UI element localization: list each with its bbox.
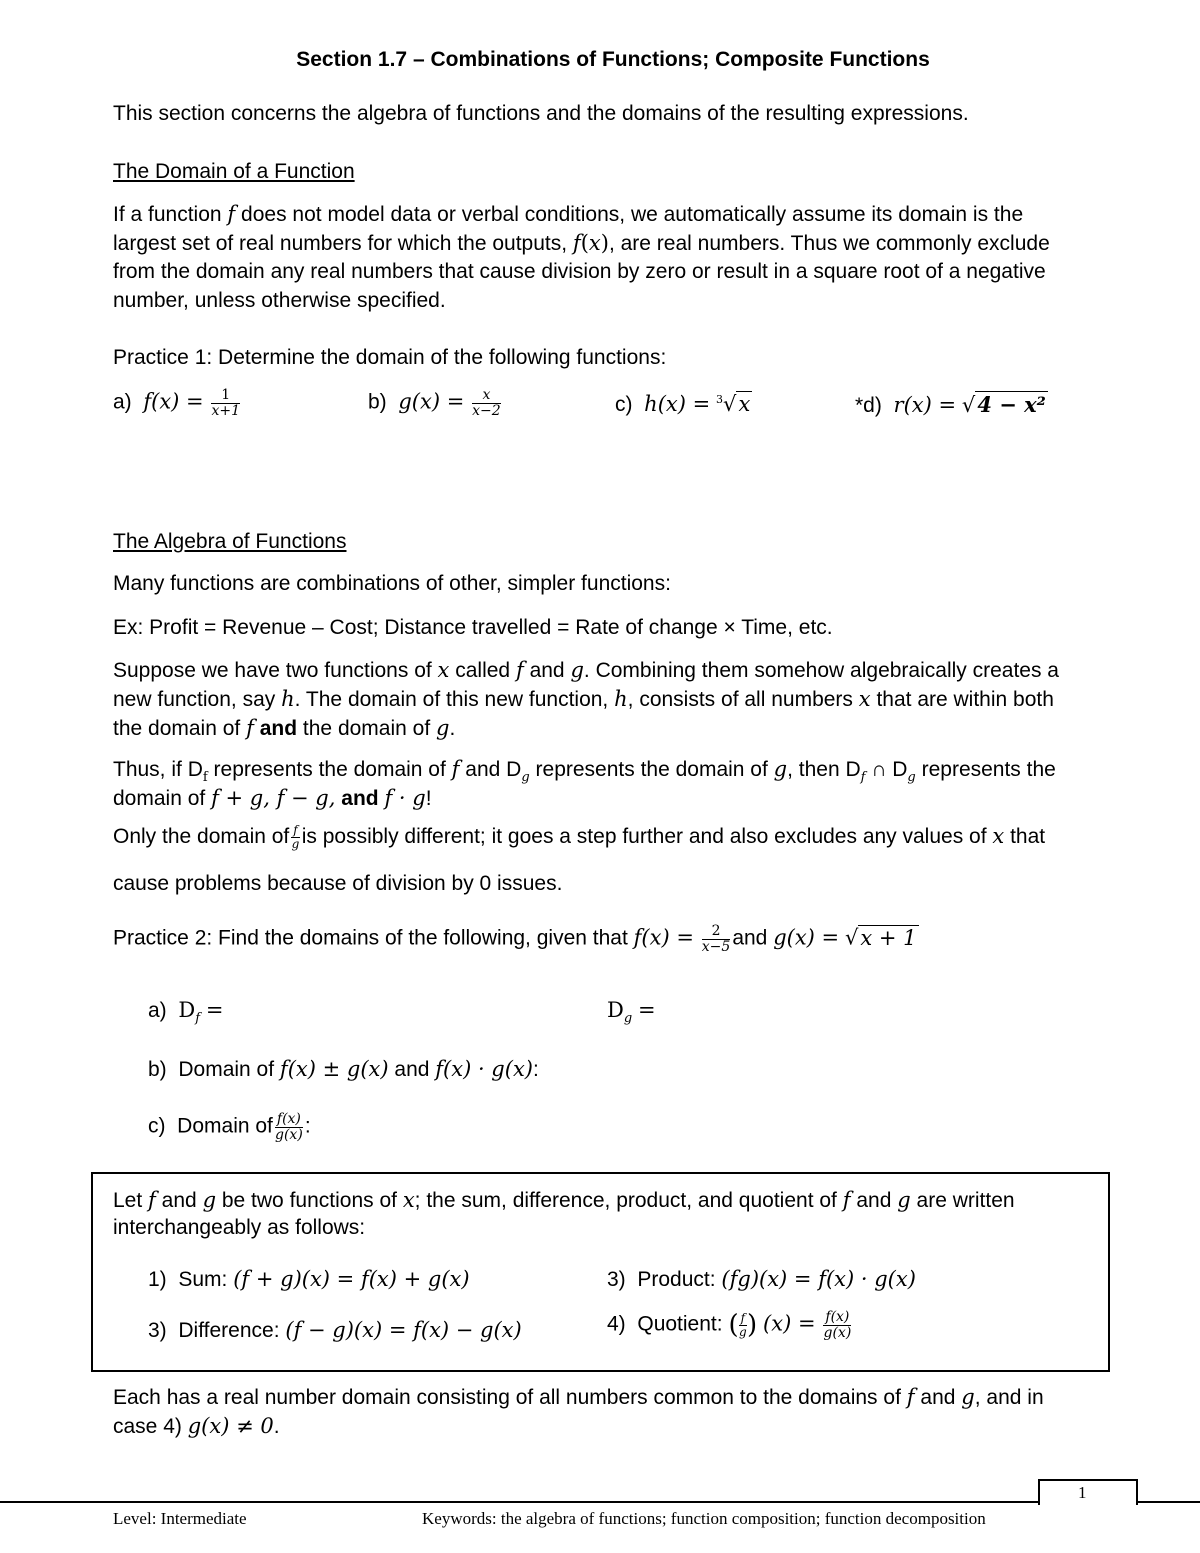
- box-line2: interchangeably as follows:: [113, 1216, 366, 1239]
- box-item-sum: 1) Sum: (f + g)(x) = f(x) + g(x): [148, 1267, 470, 1291]
- footer-rule-right: [1134, 1501, 1200, 1503]
- suppose-line2: new function, say h. The domain of this new function, h, consists of all numbers x that are within both: [113, 687, 1054, 711]
- closing-line2: case 4) g(x) ≠ 0.: [113, 1414, 280, 1438]
- practice1-item-b: b) g(x) = $\frac{x}{x-2}$: [368, 387, 501, 419]
- page-number-tab: [1038, 1479, 1138, 1505]
- practice2-item-a-df: a) $D_f$ =: [148, 998, 224, 1027]
- box-item-product: 3) Product: (fg)(x) = f(x) · g(x): [607, 1267, 916, 1291]
- intro-text: This section concerns the algebra of functions and the domains of the resulting expressions.: [113, 102, 969, 125]
- domain-paragraph-line2: largest set of real numbers for which the outputs, f(x), are real numbers. Thus we commonly exclude: [113, 231, 1050, 255]
- thus-line2: domain of f + g, f − g, and f · g!: [113, 786, 432, 810]
- practice1-label: Practice 1: Determine the domain of the following functions:: [113, 346, 667, 369]
- domain-paragraph-line4: number, unless otherwise specified.: [113, 289, 446, 312]
- practice1-item-d: *d) r(x) = √4 − x²: [855, 392, 1046, 417]
- practice2-item-a-dg: $D_g$ =: [607, 998, 656, 1027]
- box-line1: Let f and g be two functions of x; the sum, difference, product, and quotient of f and g are written: [113, 1188, 1015, 1212]
- algebra-heading: The Algebra of Functions: [113, 530, 347, 553]
- practice1-item-c: c) h(x) = $^3$√x: [615, 392, 751, 416]
- algebra-line1: Many functions are combinations of other, simpler functions:: [113, 572, 671, 595]
- only-line1: Only the domain of $\frac{f}{g}$ is possibly different; it goes a step further and also excludes any values of x that: [113, 823, 1046, 851]
- box-item-difference: 3) Difference: (f − g)(x) = f(x) − g(x): [148, 1318, 522, 1342]
- only-line2: cause problems because of division by 0 issues.: [113, 872, 563, 895]
- domain-paragraph-line3: from the domain any real numbers that cause division by zero or result in a square root of a negative: [113, 260, 1046, 283]
- practice1-item-a: a) f(x) = $\frac{1}{x+1}$: [113, 387, 241, 419]
- suppose-line1: Suppose we have two functions of x called f and g. Combining them somehow algebraically creates a: [113, 658, 1059, 682]
- domain-paragraph-line1: If a function f does not model data or verbal conditions, we automatically assume its domain is the: [113, 202, 1024, 226]
- practice2-item-b: b) Domain of f(x) ± g(x) and f(x) · g(x):: [148, 1057, 539, 1081]
- footer-keywords: Keywords: the algebra of functions; function composition; function decomposition: [422, 1509, 986, 1528]
- box-item-quotient: 4) Quotient: ( $\frac{f}{g}$ ) (x) = $\frac{f(x)}{g(x)}$: [607, 1309, 852, 1341]
- closing-line1: Each has a real number domain consisting of all numbers common to the domains of f and g, and in: [113, 1385, 1044, 1409]
- page-number: 1: [1078, 1483, 1087, 1502]
- footer-rule-left: [0, 1501, 1040, 1503]
- practice2-item-c: c) Domain of $\frac{f(x)}{g(x)}$ :: [148, 1111, 311, 1143]
- suppose-line3: the domain of f and the domain of g.: [113, 716, 456, 740]
- practice2-label: Practice 2: Find the domains of the following, given that f(x) = $\frac{2}{x-5}$ and g(x) = √x + 1: [113, 923, 917, 955]
- thus-line1: Thus, if $D_f$ represents the domain of f and $D_g$ represents the domain of g, then $D_f$ ∩ $D_g$ represents the: [113, 757, 1056, 786]
- page-title: Section 1.7 – Combinations of Functions; Composite Functions: [296, 48, 930, 71]
- domain-heading: The Domain of a Function: [113, 160, 355, 183]
- algebra-example: Ex: Profit = Revenue – Cost; Distance travelled = Rate of change × Time, etc.: [113, 616, 833, 639]
- footer-level: Level: Intermediate: [113, 1509, 247, 1528]
